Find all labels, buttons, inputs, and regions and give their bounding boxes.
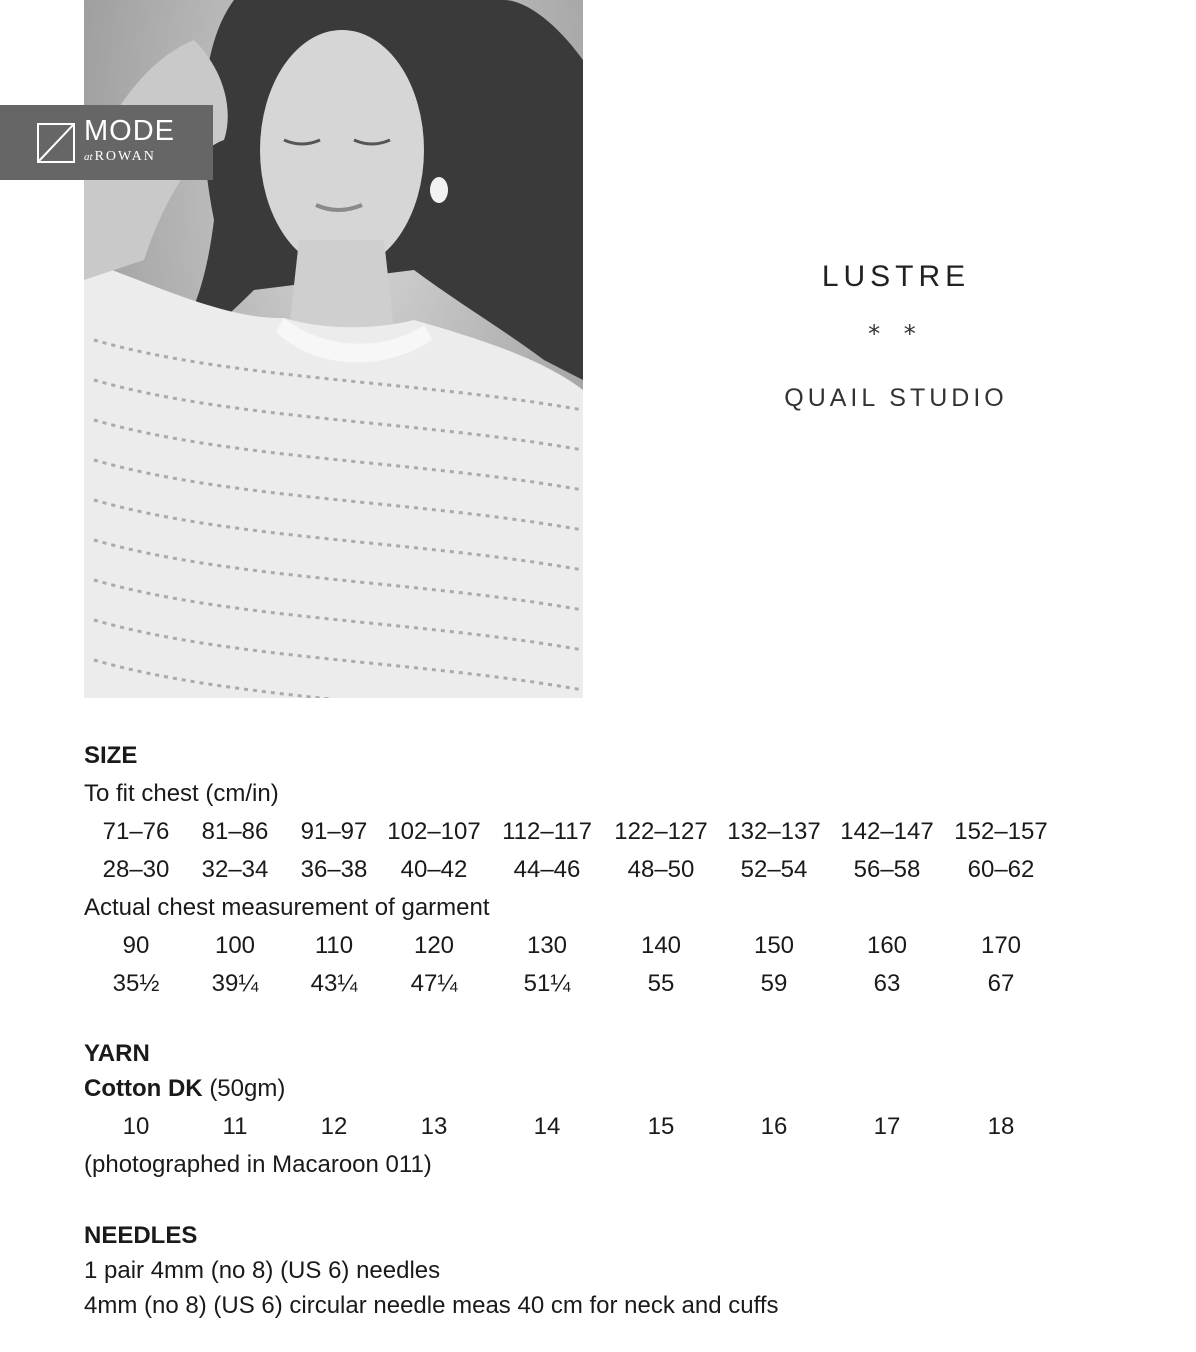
yarn-ball-cell: 15 (647, 1113, 675, 1140)
photographed-note: (photographed in Macaroon 011) (84, 1151, 432, 1178)
fit-cm-cell: 71–76 (102, 818, 170, 845)
actual-chest-cm-row (0, 934, 1196, 962)
actual-cm-cell: 90 (122, 932, 150, 959)
actual-in-cell: 55 (647, 970, 675, 997)
actual-in-cell: 51¼ (523, 970, 571, 997)
actual-cm-cell: 110 (314, 932, 354, 959)
actual-in-cell: 47¼ (410, 970, 458, 997)
fit-cm-cell: 91–97 (300, 818, 368, 845)
actual-in-cell: 67 (987, 970, 1015, 997)
fit-cm-cell: 81–86 (201, 818, 269, 845)
fit-chest-label: To fit chest (cm/in) (84, 780, 279, 807)
fit-cm-cell: 122–127 (614, 818, 708, 845)
actual-cm-cell: 150 (753, 932, 795, 959)
difficulty-rating: * * (868, 320, 924, 348)
fit-in-cell: 48–50 (627, 856, 695, 883)
brand-mark-icon (37, 123, 75, 163)
actual-in-cell: 59 (760, 970, 788, 997)
fit-in-cell: 28–30 (102, 856, 170, 883)
fit-chest-cm-row (0, 820, 1196, 848)
actual-in-cell: 43¼ (310, 970, 358, 997)
brand-name: MODE (84, 115, 175, 147)
actual-cm-cell: 120 (413, 932, 455, 959)
actual-in-cell: 63 (873, 970, 901, 997)
fit-in-cell: 56–58 (853, 856, 921, 883)
fit-in-cell: 36–38 (300, 856, 368, 883)
actual-cm-cell: 170 (980, 932, 1022, 959)
fit-cm-cell: 152–157 (954, 818, 1048, 845)
yarn-ball-cell: 12 (320, 1113, 348, 1140)
yarn-balls-row (0, 1115, 1196, 1143)
actual-cm-cell: 140 (640, 932, 682, 959)
needles-line-1: 1 pair 4mm (no 8) (US 6) needles (84, 1257, 441, 1284)
brand-rowan: ROWAN (94, 149, 156, 164)
size-heading: SIZE (84, 742, 138, 769)
yarn-weight: (50gm) (209, 1075, 286, 1102)
yarn-ball-cell: 16 (760, 1113, 788, 1140)
actual-cm-cell: 160 (866, 932, 908, 959)
yarn-ball-cell: 10 (122, 1113, 150, 1140)
actual-chest-label: Actual chest measurement of garment (84, 894, 490, 921)
yarn-heading: YARN (84, 1040, 150, 1067)
brand-subtitle (84, 150, 156, 164)
fit-in-cell: 32–34 (201, 856, 269, 883)
fit-cm-cell: 142–147 (840, 818, 934, 845)
fit-in-cell: 60–62 (967, 856, 1035, 883)
fit-cm-cell: 112–117 (502, 818, 592, 845)
actual-in-cell: 39¼ (211, 970, 259, 997)
fit-cm-cell: 132–137 (727, 818, 821, 845)
yarn-ball-cell: 18 (987, 1113, 1015, 1140)
needles-line-2: 4mm (no 8) (US 6) circular needle meas 40 cm for neck and cuffs (84, 1292, 779, 1319)
fit-chest-in-row (0, 858, 1196, 886)
designer-name: QUAIL STUDIO (784, 384, 1008, 412)
fit-in-cell: 40–42 (400, 856, 468, 883)
yarn-line (84, 1077, 285, 1101)
actual-chest-in-row (0, 972, 1196, 1000)
pattern-title: LUSTRE (821, 260, 971, 293)
fit-in-cell: 44–46 (513, 856, 581, 883)
actual-in-cell: 35½ (112, 970, 160, 997)
fit-cm-cell: 102–107 (387, 818, 481, 845)
yarn-ball-cell: 17 (873, 1113, 901, 1140)
yarn-ball-cell: 11 (222, 1113, 248, 1140)
brand-at: at (84, 151, 93, 163)
actual-cm-cell: 100 (214, 932, 256, 959)
fit-in-cell: 52–54 (740, 856, 808, 883)
needles-heading: NEEDLES (84, 1222, 198, 1249)
yarn-name: Cotton DK (84, 1075, 203, 1102)
actual-cm-cell: 130 (526, 932, 568, 959)
yarn-ball-cell: 14 (533, 1113, 561, 1140)
yarn-ball-cell: 13 (420, 1113, 448, 1140)
